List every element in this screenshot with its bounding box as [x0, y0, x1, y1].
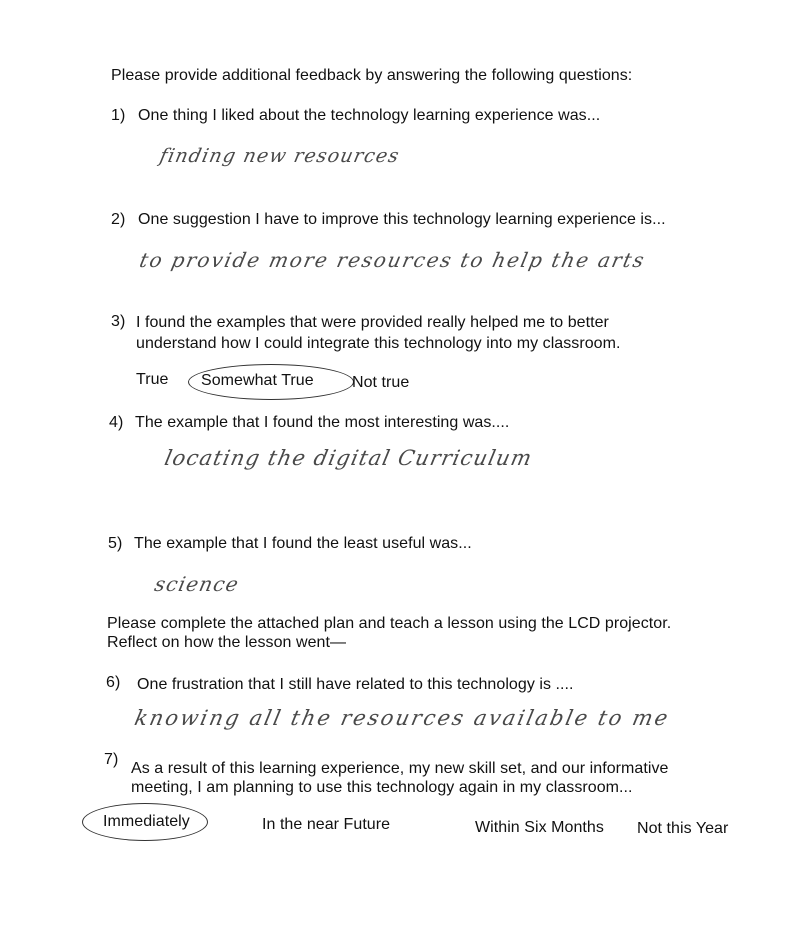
- q2-text: One suggestion I have to improve this technology learning experience is...: [138, 211, 666, 228]
- q3-option-somewhat-true: Somewhat True: [201, 372, 314, 389]
- q7-option-not-this-year: Not this Year: [637, 820, 729, 837]
- q5-text: The example that I found the least useful was...: [134, 535, 472, 552]
- q7-text-line-2: meeting, I am planning to use this technology again in my classroom...: [131, 779, 633, 796]
- q3-text-line-2: understand how I could integrate this technology into my classroom.: [136, 335, 621, 352]
- q6-handwritten-answer: knowing all the resources available to me: [132, 706, 672, 730]
- form-intro: Please provide additional feedback by answering the following questions:: [111, 67, 633, 84]
- instructions-line-1: Please complete the attached plan and teach a lesson using the LCD projector.: [107, 615, 672, 632]
- q2-handwritten-answer: to provide more resources to help the arts: [137, 248, 648, 272]
- q5-handwritten-answer: science: [152, 572, 242, 596]
- q6-number: 6): [106, 674, 121, 691]
- q7-option-six-months: Within Six Months: [475, 819, 604, 836]
- q3-option-true: True: [136, 371, 169, 388]
- q3-text-line-1: I found the examples that were provided really helped me to better: [136, 314, 609, 331]
- instructions-line-2: Reflect on how the lesson went—: [107, 634, 347, 651]
- q3-option-not-true: Not true: [352, 374, 410, 391]
- q1-number: 1): [111, 107, 126, 124]
- q4-number: 4): [109, 414, 124, 431]
- q5-number: 5): [108, 535, 123, 552]
- q7-option-immediately: Immediately: [103, 813, 190, 830]
- q7-option-near-future: In the near Future: [262, 816, 391, 833]
- q1-text: One thing I liked about the technology learning experience was...: [138, 107, 601, 124]
- q3-number: 3): [111, 313, 126, 330]
- q4-text: The example that I found the most interesting was....: [135, 414, 510, 431]
- q4-handwritten-answer: locating the digital Curriculum: [162, 446, 535, 470]
- q2-number: 2): [111, 211, 126, 228]
- q7-number: 7): [104, 751, 119, 768]
- q7-text-line-1: As a result of this learning experience, my new skill set, and our informative: [131, 760, 669, 777]
- q6-text: One frustration that I still have related to this technology is ....: [137, 676, 574, 693]
- q1-handwritten-answer: finding new resources: [157, 145, 402, 167]
